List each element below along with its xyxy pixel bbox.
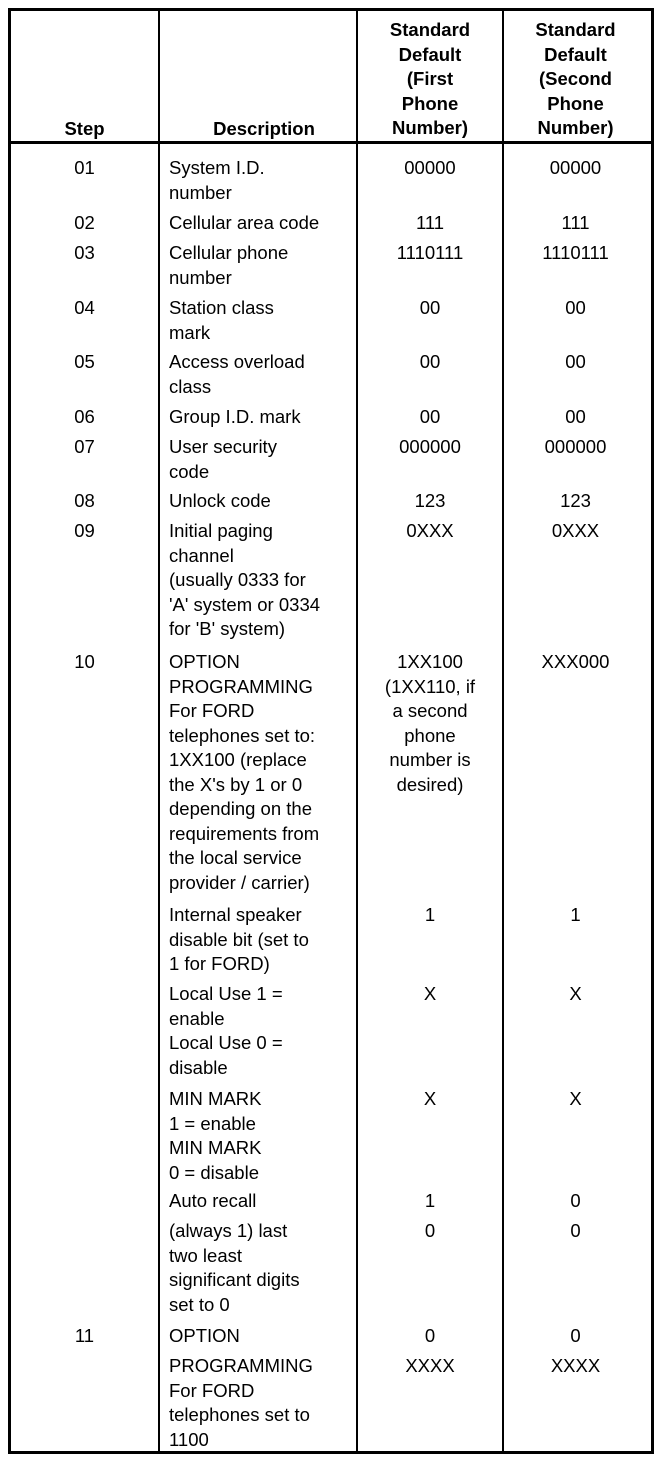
row-8-description: Unlock code: [169, 490, 271, 511]
row-12-description: Local Use 1 = enable Local Use 0 = disable: [169, 983, 283, 1078]
row-1-step: 01: [74, 157, 95, 178]
row-9-first: 0XXX: [406, 520, 454, 541]
row-17-second: XXXX: [550, 1355, 601, 1376]
header-second-phone: Standard Default (Second Phone Number): [535, 19, 616, 138]
row-15-second: 0: [570, 1220, 581, 1241]
row-2-second: 111: [561, 212, 590, 233]
header-first-phone: Standard Default (First Phone Number): [389, 19, 471, 138]
row-8-second: 123: [560, 490, 591, 511]
row-16-description: OPTION: [169, 1325, 240, 1346]
row-13-first: X: [423, 1088, 437, 1109]
row-15-first: 0: [424, 1220, 436, 1241]
row-13-description: MIN MARK 1 = enable MIN MARK 0 = disable: [169, 1088, 262, 1183]
row-4-second: 00: [565, 297, 586, 318]
row-7-description: User security code: [169, 436, 277, 482]
row-4-description: Station class mark: [169, 297, 274, 343]
settings-table: [8, 8, 654, 1454]
row-5-description: Access overload class: [169, 351, 305, 397]
row-14-first: 1: [424, 1190, 436, 1211]
row-12-second: X: [569, 983, 582, 1004]
row-11-description: Internal speaker disable bit (set to 1 for FORD): [169, 904, 309, 974]
row-14-description: Auto recall: [169, 1190, 257, 1211]
row-1-description: System I.D. number: [169, 157, 265, 203]
row-1-second: 00000: [549, 157, 602, 178]
row-6-step: 06: [74, 406, 95, 427]
row-16-first: 0: [424, 1325, 436, 1346]
row-7-step: 07: [74, 436, 95, 457]
row-3-step: 03: [74, 242, 95, 263]
row-5-step: 05: [74, 351, 95, 372]
row-11-second: 1: [570, 904, 581, 925]
row-2-step: 02: [74, 212, 95, 233]
row-7-second: 000000: [544, 436, 607, 457]
row-13-second: X: [569, 1088, 582, 1109]
row-1-first: 00000: [404, 157, 456, 178]
row-17-description: PROGRAMMING For FORD telephones set to 1100: [169, 1355, 313, 1450]
row-10-second: XXX000: [541, 651, 610, 672]
row-14-second: 0: [570, 1190, 581, 1211]
row-2-first: 111: [415, 212, 445, 233]
row-5-second: 00: [565, 351, 586, 372]
row-8-first: 123: [414, 490, 446, 511]
header-step: Step: [64, 118, 105, 139]
row-10-first: 1XX100 (1XX110, if a second phone number is desired): [384, 651, 476, 795]
row-7-first: 000000: [399, 436, 461, 457]
header-description: Description: [213, 118, 315, 139]
row-3-second: 1110111: [542, 242, 609, 263]
row-17-first: XXXX: [405, 1355, 455, 1376]
row-5-first: 00: [419, 351, 441, 372]
row-4-step: 04: [74, 297, 95, 318]
row-9-second: 0XXX: [551, 520, 600, 541]
row-3-description: Cellular phone number: [169, 242, 289, 288]
row-3-first: 1110111: [396, 242, 464, 263]
row-10-description: OPTION PROGRAMMING For FORD telephones set to: 1XX100 (replace the X's by 1 or 0 depending on the requirements from the local service provider / carrier): [169, 651, 320, 893]
row-16-second: 0: [570, 1325, 581, 1346]
row-16-step: 11: [74, 1325, 95, 1346]
row-15-description: (always 1) last two least significant digits set to 0: [169, 1220, 300, 1315]
row-10-step: 10: [74, 651, 95, 672]
row-9-description: Initial paging channel (usually 0333 for 'A' system or 0334 for 'B' system): [169, 520, 321, 639]
row-8-step: 08: [74, 490, 95, 511]
row-11-first: 1: [424, 904, 436, 925]
row-9-step: 09: [74, 520, 95, 541]
row-4-first: 00: [419, 297, 441, 318]
column-divider: [158, 11, 160, 1451]
row-6-first: 00: [419, 406, 441, 427]
row-6-description: Group I.D. mark: [169, 406, 301, 427]
row-2-description: Cellular area code: [169, 212, 320, 233]
row-12-first: X: [423, 983, 437, 1004]
row-6-second: 00: [565, 406, 586, 427]
